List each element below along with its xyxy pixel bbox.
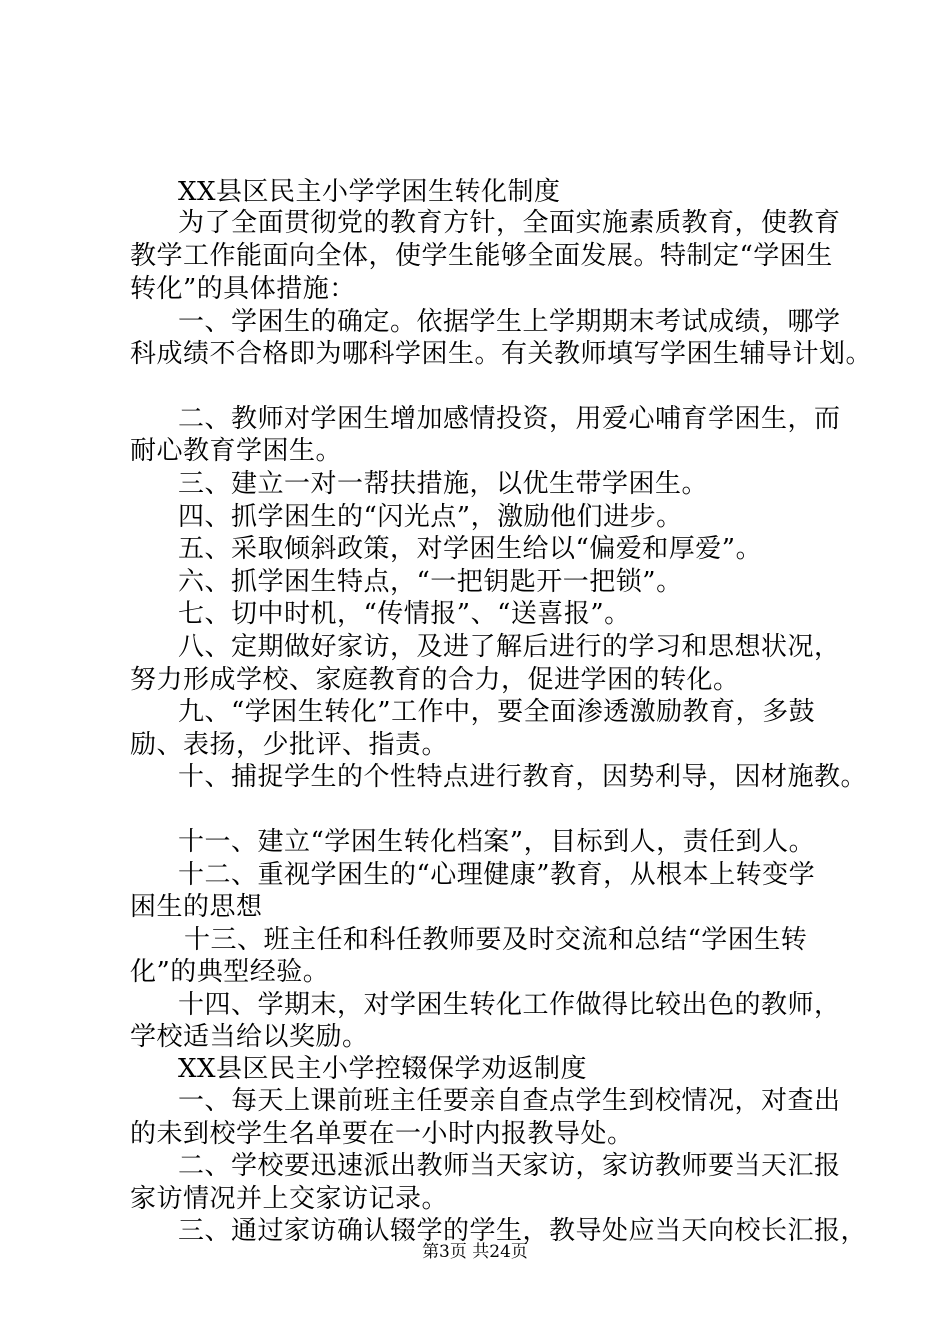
paragraph-line: 九、“学困生转化”工作中，要全面渗透激励教育，多鼓 — [178, 697, 816, 727]
paragraph-line: 转化”的具体措施： — [130, 274, 356, 304]
paragraph-line: 一、学困生的确定。依据学生上学期期末考试成绩，哪学 — [178, 307, 841, 337]
document-title: XX县区民主小学控辍保学劝返制度 — [178, 1054, 588, 1084]
paragraph-line: 努力形成学校、家庭教育的合力，促进学困的转化。 — [130, 665, 740, 695]
paragraph-line: 困生的思想 — [130, 892, 263, 922]
paragraph-line: 耐心教育学困生。 — [130, 436, 343, 466]
paragraph-line: 一、每天上课前班主任要亲自查点学生到校情况，对查出 — [178, 1086, 841, 1116]
paragraph-line: 六、抓学困生特点，“一把钥匙开一把锁”。 — [178, 567, 683, 597]
paragraph-line: 五、采取倾斜政策，对学困生给以“偏爱和厚爱”。 — [178, 534, 763, 564]
paragraph-line: 科成绩不合格即为哪科学困生。有关教师填写学困生辅导计划。 — [130, 339, 873, 369]
paragraph-line: 三、建立一对一帮扶措施，以优生带学困生。 — [178, 469, 709, 499]
paragraph-line: 十二、重视学困生的“心理健康”教育，从根本上转变学 — [178, 860, 816, 890]
document-title: XX县区民主小学学困生转化制度 — [178, 177, 561, 207]
paragraph-line: 四、抓学困生的“闪光点”，激励他们进步。 — [178, 502, 683, 532]
paragraph-line: 教学工作能面向全体，使学生能够全面发展。特制定“学困生 — [130, 241, 833, 271]
paragraph-line: 家访情况并上交家访记录。 — [130, 1184, 449, 1214]
paragraph-line: 的未到校学生名单要在一小时内报教导处。 — [130, 1119, 634, 1149]
paragraph-line: 八、定期做好家访，及进了解后进行的学习和思想状况， — [178, 632, 841, 662]
paragraph-line: 二、学校要迅速派出教师当天家访，家访教师要当天汇报 — [178, 1151, 841, 1181]
paragraph-line: 学校适当给以奖励。 — [130, 1022, 369, 1052]
paragraph-line: 化”的典型经验。 — [130, 957, 330, 987]
paragraph-line: 二、教师对学困生增加感情投资，用爱心哺育学困生，而 — [178, 404, 841, 434]
paragraph-line: 十一、建立“学困生转化档案”，目标到人，责任到人。 — [178, 827, 816, 857]
paragraph-line: 三、通过家访确认辍学的学生，教导处应当天向校长汇报， — [178, 1216, 868, 1246]
paragraph-line: 七、切中时机，“传情报”、“送喜报”。 — [178, 599, 631, 629]
paragraph-line: 励、表扬，少批评、指责。 — [130, 730, 449, 760]
paragraph-line: 十四、学期末，对学困生转化工作做得比较出色的教师， — [178, 990, 841, 1020]
paragraph-line: 十三、班主任和科任教师要及时交流和总结“学困生转 — [184, 925, 808, 955]
paragraph-line: 十、捕捉学生的个性特点进行教育，因势利导，因材施教。 — [178, 762, 868, 792]
paragraph-line: 为了全面贯彻党的教育方针，全面实施素质教育，使教育 — [178, 208, 841, 238]
page-number: 第3页 共24页 — [422, 1242, 528, 1262]
